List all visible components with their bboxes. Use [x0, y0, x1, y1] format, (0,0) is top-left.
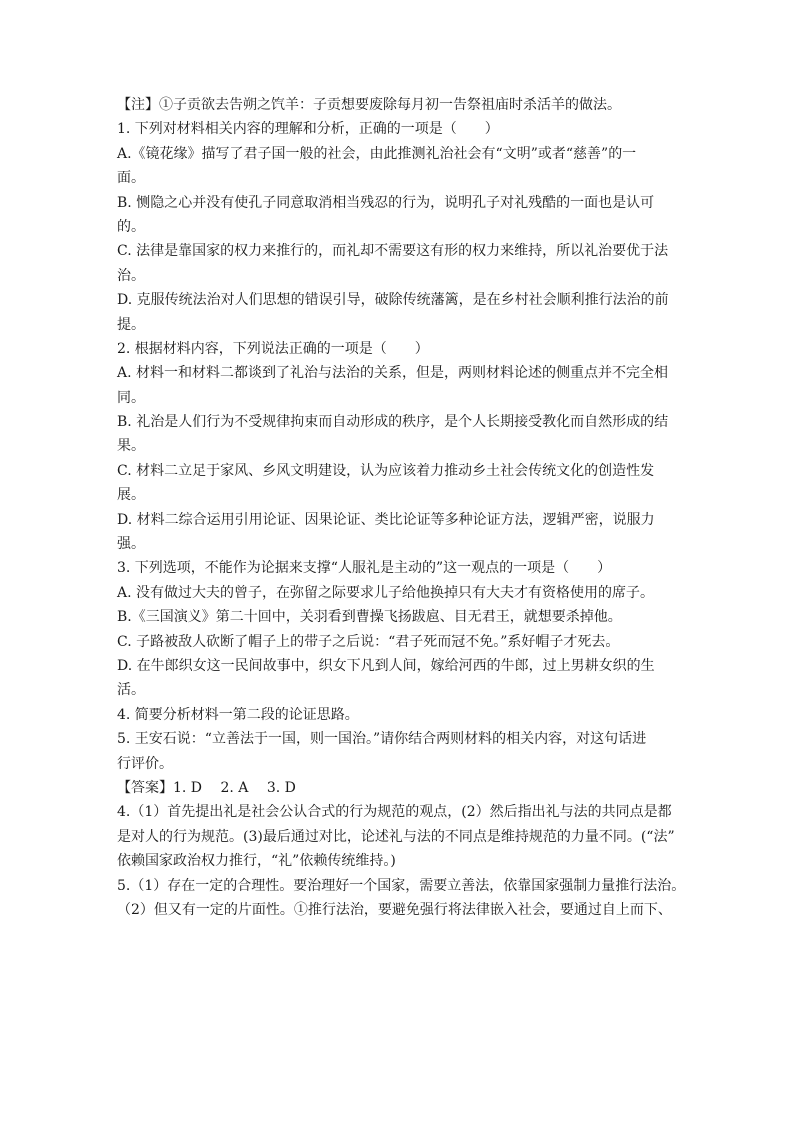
- question-list: [117, 117, 677, 776]
- option-line: C. 法律是靠国家的权力来推行的，而礼却不需要这有形的权力来维持，所以礼治要优于法: [117, 243, 669, 260]
- question-stem: 5. 王安石说：“立善法于一国，则一国治。”请你结合两则材料的相关内容，对这句话进: [117, 731, 647, 748]
- option-continuation: 活。: [117, 682, 145, 699]
- question-stem: 3. 下列选项，不能作为论据来支撑“人服礼是主动的”这一观点的一项是（ ）: [117, 560, 612, 577]
- answer-line: 依赖国家政治权力推行，“礼”依赖传统维持。): [117, 853, 396, 870]
- option-line: D. 在牛郎织女这一民间故事中，织女下凡到人间，嫁给河西的牛郎，过上男耕女织的生: [117, 657, 655, 674]
- option-continuation: 果。: [117, 438, 145, 455]
- option-line: B. 恻隐之心并没有使孔子同意取消相当残忍的行为，说明孔子对礼残酷的一面也是认可: [117, 194, 655, 211]
- option-continuation: 提。: [117, 316, 145, 333]
- answer-line: 4.（1）首先提出礼是社会公认合式的行为规范的观点，(2）然后指出礼与法的共同点是都: [117, 804, 672, 821]
- option-continuation: 的。: [117, 218, 145, 235]
- option-line: A.《镜花缘》描写了君子国一般的社会，由此推测礼治社会有“文明”或者“慈善”的一: [117, 145, 637, 162]
- option-line: 行评价。: [117, 755, 173, 772]
- question-stem: 2. 根据材料内容，下列说法正确的一项是（ ）: [117, 340, 429, 357]
- question-stem: 4. 简要分析材料一第二段的论证思路。: [117, 706, 359, 723]
- option-continuation: 同。: [117, 389, 145, 406]
- option-continuation: 治。: [117, 267, 145, 284]
- option-continuation: 强。: [117, 536, 145, 553]
- answer-line: （2）但又有一定的片面性。①推行法治，要避免强行将法律嵌入社会，要通过自上而下、: [117, 901, 672, 918]
- option-line: B. 礼治是人们行为不受规律拘束而自动形成的秩序，是个人长期接受教化而自然形成的结: [117, 414, 669, 431]
- option-line: D. 材料二综合运用引用论证、因果论证、类比论证等多种论证方法，逻辑严密，说服力: [117, 511, 655, 528]
- option-line: A. 没有做过大夫的曾子，在弥留之际要求儿子给他换掉只有大夫才有资格使用的席子。: [117, 584, 655, 601]
- option-continuation: 面。: [117, 170, 145, 187]
- question-stem: 1. 下列对材料相关内容的理解和分析，正确的一项是（ ）: [117, 121, 499, 138]
- answer-explanation: [117, 800, 686, 922]
- answer-prefix: 【答案】: [117, 779, 173, 796]
- answer-line: 5.（1）存在一定的合理性。要治理好一个国家，需要立善法，依靠国家强制力量推行法治。: [117, 877, 686, 894]
- option-line: B.《三国演义》第二十回中，关羽看到曹操飞扬跋扈、目无君王，就想要杀掉他。: [117, 609, 622, 626]
- option-line: C. 子路被敌人砍断了帽子上的带子之后说：“君子死而冠不免。”系好帽子才死去。: [117, 633, 620, 650]
- note-prefix: 【注】: [117, 97, 159, 113]
- option-line: D. 克服传统法治对人们思想的错误引导，破除传统藩篱，是在乡村社会顺利推行法治的前: [117, 292, 669, 309]
- option-line: C. 材料二立足于家风、乡风文明建设，认为应该着力推动乡土社会传统文化的创造性发: [117, 462, 655, 479]
- answer-header: [117, 776, 677, 800]
- document-page: [117, 93, 686, 922]
- note-text: ①子贡欲去告朔之饩羊：子贡想要废除每月初一告祭祖庙时杀活羊的做法。: [159, 97, 621, 113]
- answer-choices: 1. D 2. A 3. D: [173, 779, 296, 796]
- option-line: A. 材料一和材料二都谈到了礼治与法治的关系，但是，两则材料论述的侧重点并不完全相: [117, 365, 669, 382]
- answer-line: 是对人的行为规范。(3)最后通过对比，论述礼与法的不同点是维持规范的力量不同。(“法”: [117, 828, 675, 845]
- option-continuation: 展。: [117, 487, 145, 504]
- note-line: [117, 93, 677, 117]
